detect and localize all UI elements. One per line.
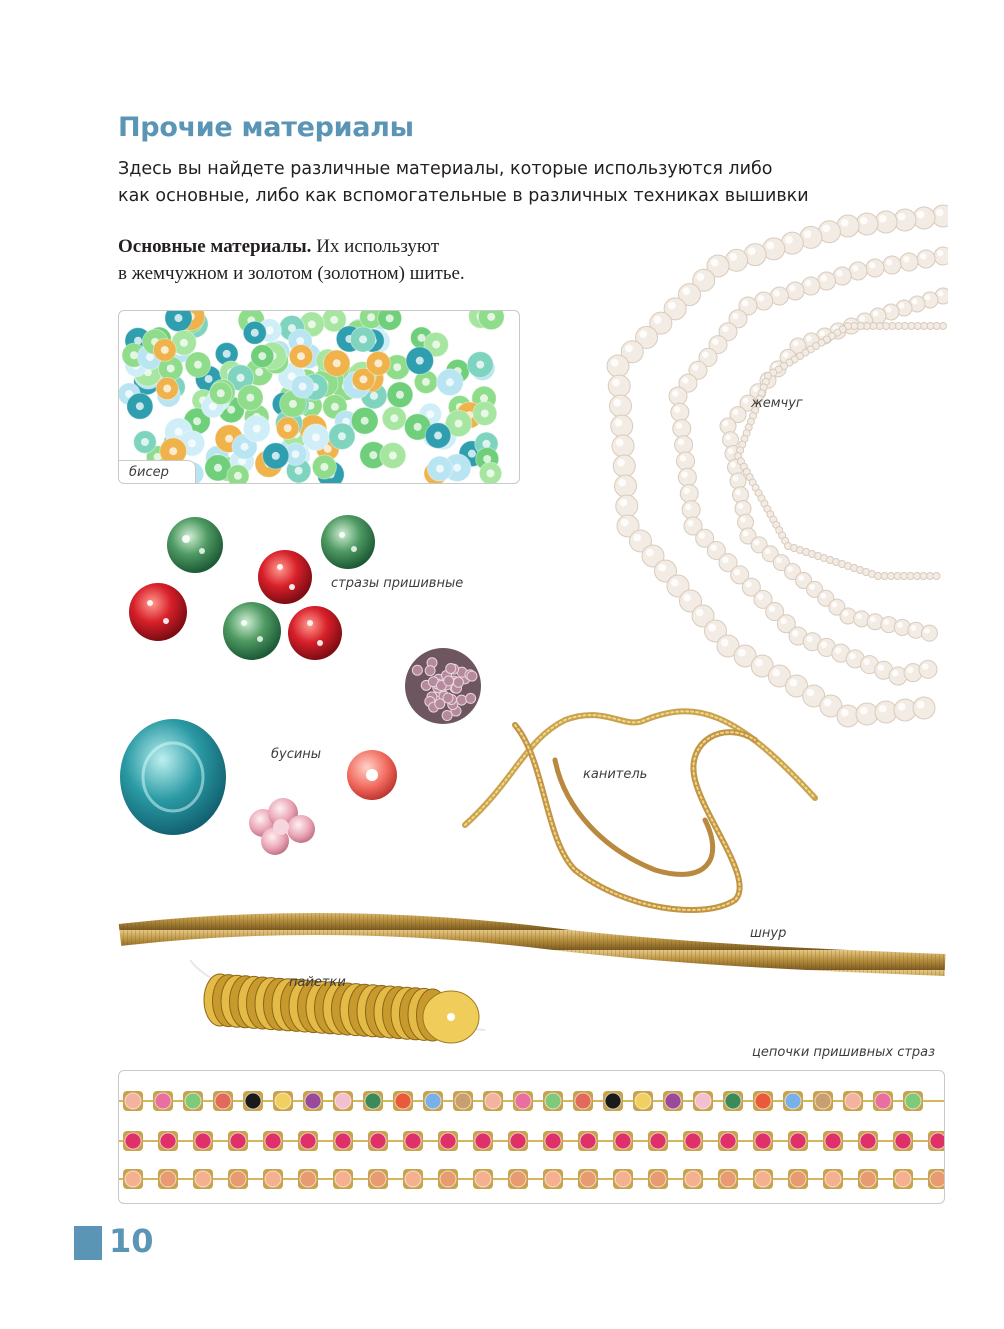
pearl	[914, 573, 921, 580]
main-materials-paragraph	[118, 233, 558, 287]
pearl	[671, 403, 689, 421]
rhinestone	[860, 1171, 876, 1187]
red-rhinestone-1	[258, 550, 312, 604]
pearl-strands-illustration	[598, 196, 948, 756]
pearl	[920, 573, 927, 580]
pearl	[917, 250, 935, 268]
main-materials-text-2: в жемчужном и золотом (золотном) шитье.	[118, 263, 465, 284]
green-rhinestone-1	[167, 517, 223, 573]
rhinestone	[905, 1093, 921, 1109]
pearl	[818, 272, 836, 290]
oval-aqua-bead	[120, 719, 226, 835]
rhinestone	[695, 1093, 711, 1109]
kanitel-illustration	[455, 700, 835, 925]
rhinestone	[335, 1171, 351, 1187]
rhinestone	[475, 1171, 491, 1187]
rhinestone	[845, 1093, 861, 1109]
pearl-strand	[607, 205, 948, 727]
rhinestones-caption: стразы пришивные	[331, 576, 464, 591]
sequins-illustration	[185, 955, 495, 1050]
rhinestone	[185, 1093, 201, 1109]
rhinestone	[515, 1093, 531, 1109]
rhinestone	[305, 1093, 321, 1109]
seed-bead	[323, 350, 350, 377]
pearl	[720, 418, 736, 434]
seed-bead	[437, 369, 464, 396]
rhinestone	[395, 1093, 411, 1109]
rhinestone	[685, 1171, 701, 1187]
pearl	[927, 573, 934, 580]
pearl	[755, 292, 773, 310]
coral-bead	[347, 750, 397, 800]
rhinestone	[575, 1093, 591, 1109]
rhinestone	[160, 1171, 176, 1187]
seed-bead	[378, 311, 402, 330]
rhinestone	[825, 1133, 841, 1149]
pave-crystal	[442, 711, 452, 721]
intro-line-2: как основные, либо как вспомогательные в различных техниках вышивки	[118, 186, 809, 206]
pearl	[888, 573, 895, 580]
pave-crystal	[443, 693, 453, 703]
pearl	[612, 435, 634, 457]
rhinestone	[930, 1171, 944, 1187]
pearl	[615, 475, 637, 497]
pearl	[682, 501, 700, 519]
main-materials-text-1: Их используют	[316, 236, 440, 257]
pave-crystal	[446, 663, 456, 673]
seed-bead	[350, 327, 375, 352]
pearl	[913, 697, 935, 719]
rhinestone	[790, 1171, 806, 1187]
cord-caption: шнур	[750, 926, 787, 941]
rhinestone	[215, 1093, 231, 1109]
sequins-caption: пайетки	[289, 975, 346, 990]
rhinestone	[335, 1093, 351, 1109]
green-rhinestone-2	[321, 515, 375, 569]
rhinestone	[930, 1133, 944, 1149]
seed-bead	[134, 431, 157, 454]
rhinestone-chain	[119, 1131, 944, 1151]
rhinestone	[370, 1133, 386, 1149]
rhinestone	[335, 1133, 351, 1149]
kanitel-caption: канитель	[583, 767, 648, 782]
seed-bead	[473, 401, 497, 425]
pearl	[730, 473, 746, 489]
pave-crystal	[425, 666, 435, 676]
seed-bead	[276, 417, 299, 440]
seed-bead	[153, 339, 176, 362]
rhinestone	[195, 1133, 211, 1149]
rhinestone	[440, 1171, 456, 1187]
seed-bead	[243, 321, 266, 344]
pearl	[733, 487, 749, 503]
pave-crystal	[444, 676, 454, 686]
page-number: 10	[109, 1222, 154, 1260]
rhinestone	[195, 1171, 211, 1187]
page-number-marker	[74, 1226, 102, 1260]
pearl	[616, 495, 638, 517]
rhinestone	[725, 1093, 741, 1109]
seed-bead	[251, 345, 274, 368]
main-materials-heading: Основные материалы.	[118, 236, 312, 257]
pink-flower-bead	[249, 798, 315, 855]
rhinestone	[275, 1093, 291, 1109]
pearl	[607, 355, 629, 377]
seed-bead	[263, 443, 289, 469]
rhinestone	[125, 1093, 141, 1109]
rhinestone	[605, 1093, 621, 1109]
rhinestone-chains-illustration	[119, 1071, 944, 1203]
pearl	[921, 625, 937, 641]
rhinestone	[785, 1093, 801, 1109]
pearl	[677, 452, 695, 470]
rhinestone	[755, 1171, 771, 1187]
seed-bead	[382, 406, 406, 430]
rhinestone	[895, 1171, 911, 1187]
pearl	[901, 573, 908, 580]
pave-crystal	[412, 665, 422, 675]
seed-bead	[156, 377, 178, 399]
rhinestone	[265, 1171, 281, 1187]
pearl	[673, 420, 691, 438]
seed-bead	[303, 424, 330, 451]
rhinestone	[875, 1093, 891, 1109]
rhinestone	[635, 1093, 651, 1109]
rhinestone	[155, 1093, 171, 1109]
rhinestone	[615, 1133, 631, 1149]
pearl	[675, 436, 693, 454]
pearls-caption: жемчуг	[751, 396, 803, 411]
rhinestone	[300, 1171, 316, 1187]
pearl	[875, 573, 882, 580]
seed-bead	[427, 456, 452, 481]
pearl	[881, 573, 888, 580]
seed-bead	[366, 351, 390, 375]
rhinestone-chain	[119, 1091, 944, 1111]
seed-bead	[312, 455, 336, 479]
rhinestone	[860, 1133, 876, 1149]
pearl	[669, 387, 687, 405]
red-rhinestone-2	[129, 583, 187, 641]
seed-bead	[425, 423, 451, 449]
pearl	[933, 573, 940, 580]
rhinestone	[405, 1133, 421, 1149]
seed-bead	[329, 423, 355, 449]
rhinestone	[755, 1093, 771, 1109]
rhinestone	[370, 1171, 386, 1187]
seed-bead	[387, 382, 413, 408]
pearl	[613, 455, 635, 477]
seed-beads-photo	[118, 310, 520, 484]
rhinestone	[650, 1133, 666, 1149]
seed-bead	[237, 385, 263, 411]
pearl	[894, 573, 901, 580]
rhinestone-chain	[119, 1169, 944, 1189]
rhinestone	[815, 1093, 831, 1109]
pearl	[770, 287, 788, 305]
rhinestone	[825, 1171, 841, 1187]
pearl	[608, 375, 630, 397]
rhinestone	[425, 1093, 441, 1109]
rhinestone	[475, 1133, 491, 1149]
rhinestone	[580, 1171, 596, 1187]
seed-bead	[127, 393, 153, 419]
seed-bead	[467, 352, 493, 378]
rhinestone	[365, 1093, 381, 1109]
chains-caption: цепочки пришивных страз	[752, 1045, 936, 1060]
rhinestone	[455, 1093, 471, 1109]
seed-bead	[291, 375, 314, 398]
intro-line-1: Здесь вы найдете различные материалы, которые используются либо	[118, 159, 773, 179]
rhinestone	[650, 1171, 666, 1187]
rhinestone	[510, 1171, 526, 1187]
rhinestone	[300, 1133, 316, 1149]
rhinestone	[790, 1133, 806, 1149]
rhinestone	[615, 1171, 631, 1187]
rhinestone	[245, 1093, 261, 1109]
rhinestone	[265, 1133, 281, 1149]
rhinestone-chains-photo	[118, 1070, 945, 1204]
pearl	[849, 262, 867, 280]
seed-beads-illustration	[119, 311, 519, 483]
pearl	[680, 485, 698, 503]
pave-crystal	[467, 671, 477, 681]
beads-caption: бусины	[271, 747, 322, 762]
pearl	[610, 395, 632, 417]
pave-crystal	[453, 677, 463, 687]
pearl	[678, 468, 696, 486]
rhinestone	[895, 1133, 911, 1149]
pearl	[735, 501, 751, 517]
pearl	[866, 259, 884, 277]
seed-bead	[289, 344, 313, 368]
pearl	[907, 573, 914, 580]
seed-bead	[209, 382, 232, 405]
pearl	[723, 432, 739, 448]
rhinestone	[510, 1133, 526, 1149]
rhinestone	[665, 1093, 681, 1109]
seed-bead	[227, 465, 249, 483]
pearl	[611, 415, 633, 437]
seed-bead	[479, 462, 501, 483]
rhinestone	[720, 1133, 736, 1149]
rhinestone	[125, 1133, 141, 1149]
pearl	[738, 514, 754, 530]
rhinestone	[125, 1171, 141, 1187]
pearl	[883, 256, 901, 274]
seed-bead	[406, 347, 434, 375]
seed-bead	[351, 407, 378, 434]
seed-bead	[243, 415, 270, 442]
seed-bead	[380, 443, 406, 469]
pearl	[833, 267, 851, 285]
rhinestone	[230, 1133, 246, 1149]
pearl	[786, 282, 804, 300]
pearl	[802, 277, 820, 295]
rhinestone	[685, 1133, 701, 1149]
rhinestone	[440, 1133, 456, 1149]
pearl	[919, 660, 937, 678]
section-title: Прочие материалы	[118, 112, 414, 143]
rhinestone	[580, 1133, 596, 1149]
seed-beads-caption: бисер	[119, 460, 196, 483]
rhinestone	[545, 1171, 561, 1187]
rhinestone	[720, 1171, 736, 1187]
rhinestone	[230, 1171, 246, 1187]
rhinestone	[545, 1133, 561, 1149]
rhinestone	[755, 1133, 771, 1149]
seed-bead	[185, 352, 211, 378]
rhinestone	[545, 1093, 561, 1109]
rhinestone	[405, 1171, 421, 1187]
rhinestone	[160, 1133, 176, 1149]
rhinestone	[485, 1093, 501, 1109]
pearl	[900, 253, 918, 271]
